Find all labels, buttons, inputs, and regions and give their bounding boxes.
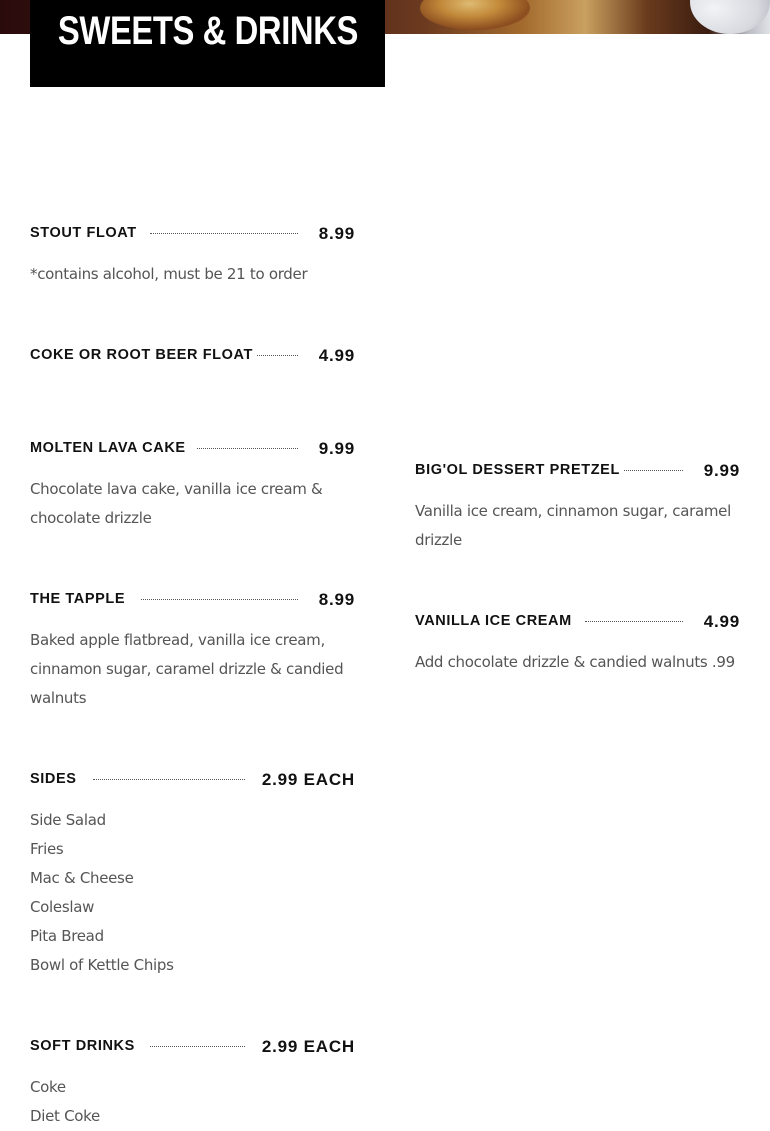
item-description-line: Pita Bread [30, 927, 104, 945]
item-description [415, 497, 740, 555]
item-description-line: *contains alcohol, must be 21 to order [30, 265, 308, 283]
menu-item-molten-lava-cake [30, 437, 355, 533]
item-name: THE TAPPLE [30, 588, 129, 610]
menu-item-soft-drinks [30, 1035, 355, 1131]
item-description [30, 475, 355, 533]
item-name: MOLTEN LAVA CAKE [30, 437, 190, 459]
item-description-line: Mac & Cheese [30, 869, 134, 887]
item-description [30, 626, 355, 713]
item-name: VANILLA ICE CREAM [415, 610, 576, 632]
item-description-line: cinnamon sugar, caramel drizzle & candied [30, 660, 344, 678]
item-description [30, 806, 355, 980]
item-description-line: chocolate drizzle [30, 509, 152, 527]
item-name: SIDES [30, 768, 81, 790]
item-price: 9.99 [703, 461, 740, 480]
dotted-leader [623, 470, 683, 471]
item-description-line: walnuts [30, 689, 87, 707]
item-description [30, 260, 355, 289]
item-description-line: Diet Coke [30, 1107, 100, 1125]
item-description [30, 1073, 355, 1131]
item-description-line: Chocolate lava cake, vanilla ice cream & [30, 480, 323, 498]
item-description [415, 648, 740, 677]
menu-item-dessert-pretzel [415, 459, 740, 555]
hero-dish-image [420, 0, 530, 30]
item-price: 4.99 [703, 612, 740, 631]
dotted-leader [141, 599, 298, 600]
dotted-leader [150, 233, 298, 234]
item-description-line: Bowl of Kettle Chips [30, 956, 174, 974]
item-name: SOFT DRINKS [30, 1035, 139, 1057]
section-title: SWEETS & DRINKS [57, 9, 358, 53]
item-price: 8.99 [318, 590, 355, 609]
item-price: 2.99 EACH [261, 1037, 355, 1056]
item-name: STOUT FLOAT [30, 222, 141, 244]
menu-item-sides [30, 768, 355, 980]
item-description-line: Coleslaw [30, 898, 95, 916]
item-name: BIG'OL DESSERT PRETZEL [415, 459, 624, 481]
dotted-leader [93, 779, 245, 780]
item-description-line: Baked apple flatbread, vanilla ice cream, [30, 631, 325, 649]
section-title-box [30, 0, 385, 87]
item-price: 2.99 EACH [261, 770, 355, 789]
menu-item-stout-float [30, 222, 355, 289]
item-description-line: Add chocolate drizzle & candied walnuts .99 [415, 653, 735, 671]
item-description-line: Coke [30, 1078, 66, 1096]
menu-item-float [30, 344, 355, 366]
dotted-leader [197, 448, 298, 449]
dotted-leader [150, 1046, 245, 1047]
item-price: 4.99 [318, 346, 355, 365]
item-description-line: Fries [30, 840, 64, 858]
item-price: 8.99 [318, 224, 355, 243]
dotted-leader [585, 621, 683, 622]
hero-plate-image [690, 0, 770, 34]
dotted-leader [254, 355, 298, 356]
item-description-line: drizzle [415, 531, 462, 549]
item-description-line: Vanilla ice cream, cinnamon sugar, caramel [415, 502, 731, 520]
menu-item-vanilla-ice-cream [415, 610, 740, 677]
item-name: COKE OR ROOT BEER FLOAT [30, 344, 257, 366]
item-price: 9.99 [318, 439, 355, 458]
menu-item-the-tapple [30, 588, 355, 713]
item-description-line: Side Salad [30, 811, 106, 829]
